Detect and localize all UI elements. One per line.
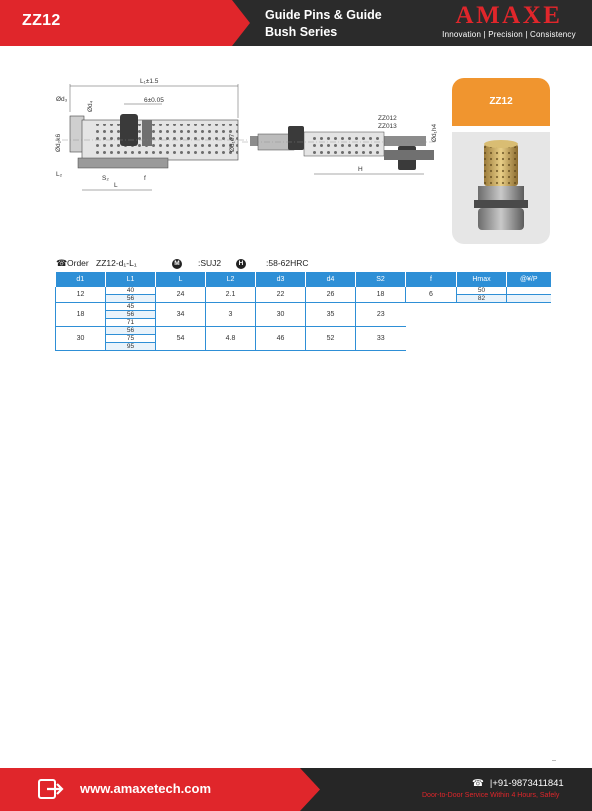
hardness-value: :58-62HRC [266,258,309,268]
dim-h-text: H [358,166,363,173]
dim-s2-text: S₂ [102,175,109,182]
cell-d4: 52 [306,327,356,351]
table-row [56,303,551,311]
cell-d1: 30 [56,327,106,351]
dim-d4-text: Ød₄ [87,100,94,112]
ref-zz013-text: ZZ013 [378,123,397,130]
footer-tagline: Door-to-Door Service Within 4 Hours, Safely [422,792,560,799]
cell-l2: 3 [206,303,256,327]
cell-d4: 26 [306,287,356,303]
cell-s2: 23 [356,303,406,327]
cell-l1: 75 [106,335,156,343]
cell-l2: 2.1 [206,287,256,303]
phone-number: +91-9873411841 [492,778,564,789]
series-title-line1: Guide Pins & Guide [265,8,382,22]
web-link-icon [38,778,64,802]
cell-l1: 95 [106,343,156,351]
col-header-price: @¥/P [507,272,551,287]
series-title [265,7,382,41]
cell-d3: 30 [256,303,306,327]
dim-tol-text: 6±0.05 [144,97,164,104]
table-row [56,287,551,295]
footer-phone[interactable]: ☎ |+91-9873411841 [472,778,564,789]
model-title: ZZ12 [22,12,61,29]
order-line [56,258,396,270]
page-mark [552,760,556,761]
col-header-d1: d1 [56,272,106,287]
cell-l1: 40 [106,287,156,295]
series-title-line2: Bush Series [265,25,338,39]
cell-d1: 12 [56,287,106,303]
logo-wordmark: AMAXE [455,2,563,29]
cell-d3: 22 [256,287,306,303]
dim-d1h4-text: Ød₁h4 [431,123,438,142]
cell-s2: 18 [356,287,406,303]
cell-hmax: 50 [457,287,507,295]
spec-table [55,272,551,351]
cell-d1: 18 [56,303,106,327]
dim-d3-text: Ød₃ [56,96,68,103]
cell-l1: 45 [106,303,156,311]
cell-l1: 56 [106,311,156,319]
cell-d4: 35 [306,303,356,327]
cell-f: 6 [406,287,457,303]
cell-l1: 56 [106,295,156,303]
dim-d2-text: Ød₂k6 [55,133,62,152]
cell-l1: 71 [106,319,156,327]
dimension-l [82,182,152,190]
product-card-header [452,78,550,126]
cell-l: 54 [156,327,206,351]
order-label: Order [67,258,89,268]
dim-l-text: L [114,182,118,189]
col-header-d4: d4 [306,272,356,287]
dim-f-text: f [144,175,146,182]
cell-l: 24 [156,287,206,303]
material-value: :SUJ2 [198,258,222,268]
phone-icon: ☎ [56,258,68,268]
cell-d3: 46 [256,327,306,351]
material-badge-icon: M [172,259,182,269]
brand-logo [434,2,584,39]
cell-l2: 4.8 [206,327,256,351]
cell-s2: 33 [356,327,406,351]
cell-hmax: 82 [457,295,507,303]
cell-price [507,287,551,295]
ref-zz012-text: ZZ012 [378,115,397,122]
technical-drawing [52,72,442,202]
col-header-f: f [406,272,457,287]
cell-l1: 56 [106,327,156,335]
col-header-l2: L2 [206,272,256,287]
product-card-label: ZZ12 [489,96,513,107]
cell-price [507,295,551,303]
col-header-l1: L1 [106,272,156,287]
table-missing-region [406,303,551,351]
bush-side-view [62,114,248,168]
product-photo [452,132,550,244]
col-header-l: L [156,272,206,287]
dim-d1e7-text: Ød₁e7 [229,133,236,152]
logo-tagline: Innovation | Precision | Consistency [442,30,576,39]
guide-bush-illustration [452,132,550,244]
col-header-s2: S2 [356,272,406,287]
col-header-d3: d3 [256,272,306,287]
assembly-view [242,123,438,170]
cell-l: 34 [156,303,206,327]
table-header-row [56,272,551,287]
telephone-icon: ☎ [472,778,484,789]
dimension-tolerance [124,97,164,104]
dim-l2-text: L₂ [56,171,63,178]
order-code: ZZ12-d₁-L₁ [96,258,137,268]
dim-l1-text: L₁±1.5 [140,78,159,85]
website-link[interactable]: www.amaxetech.com [80,781,212,796]
hardness-badge-icon: H [236,259,246,269]
col-header-hmax: Hmax [457,272,507,287]
